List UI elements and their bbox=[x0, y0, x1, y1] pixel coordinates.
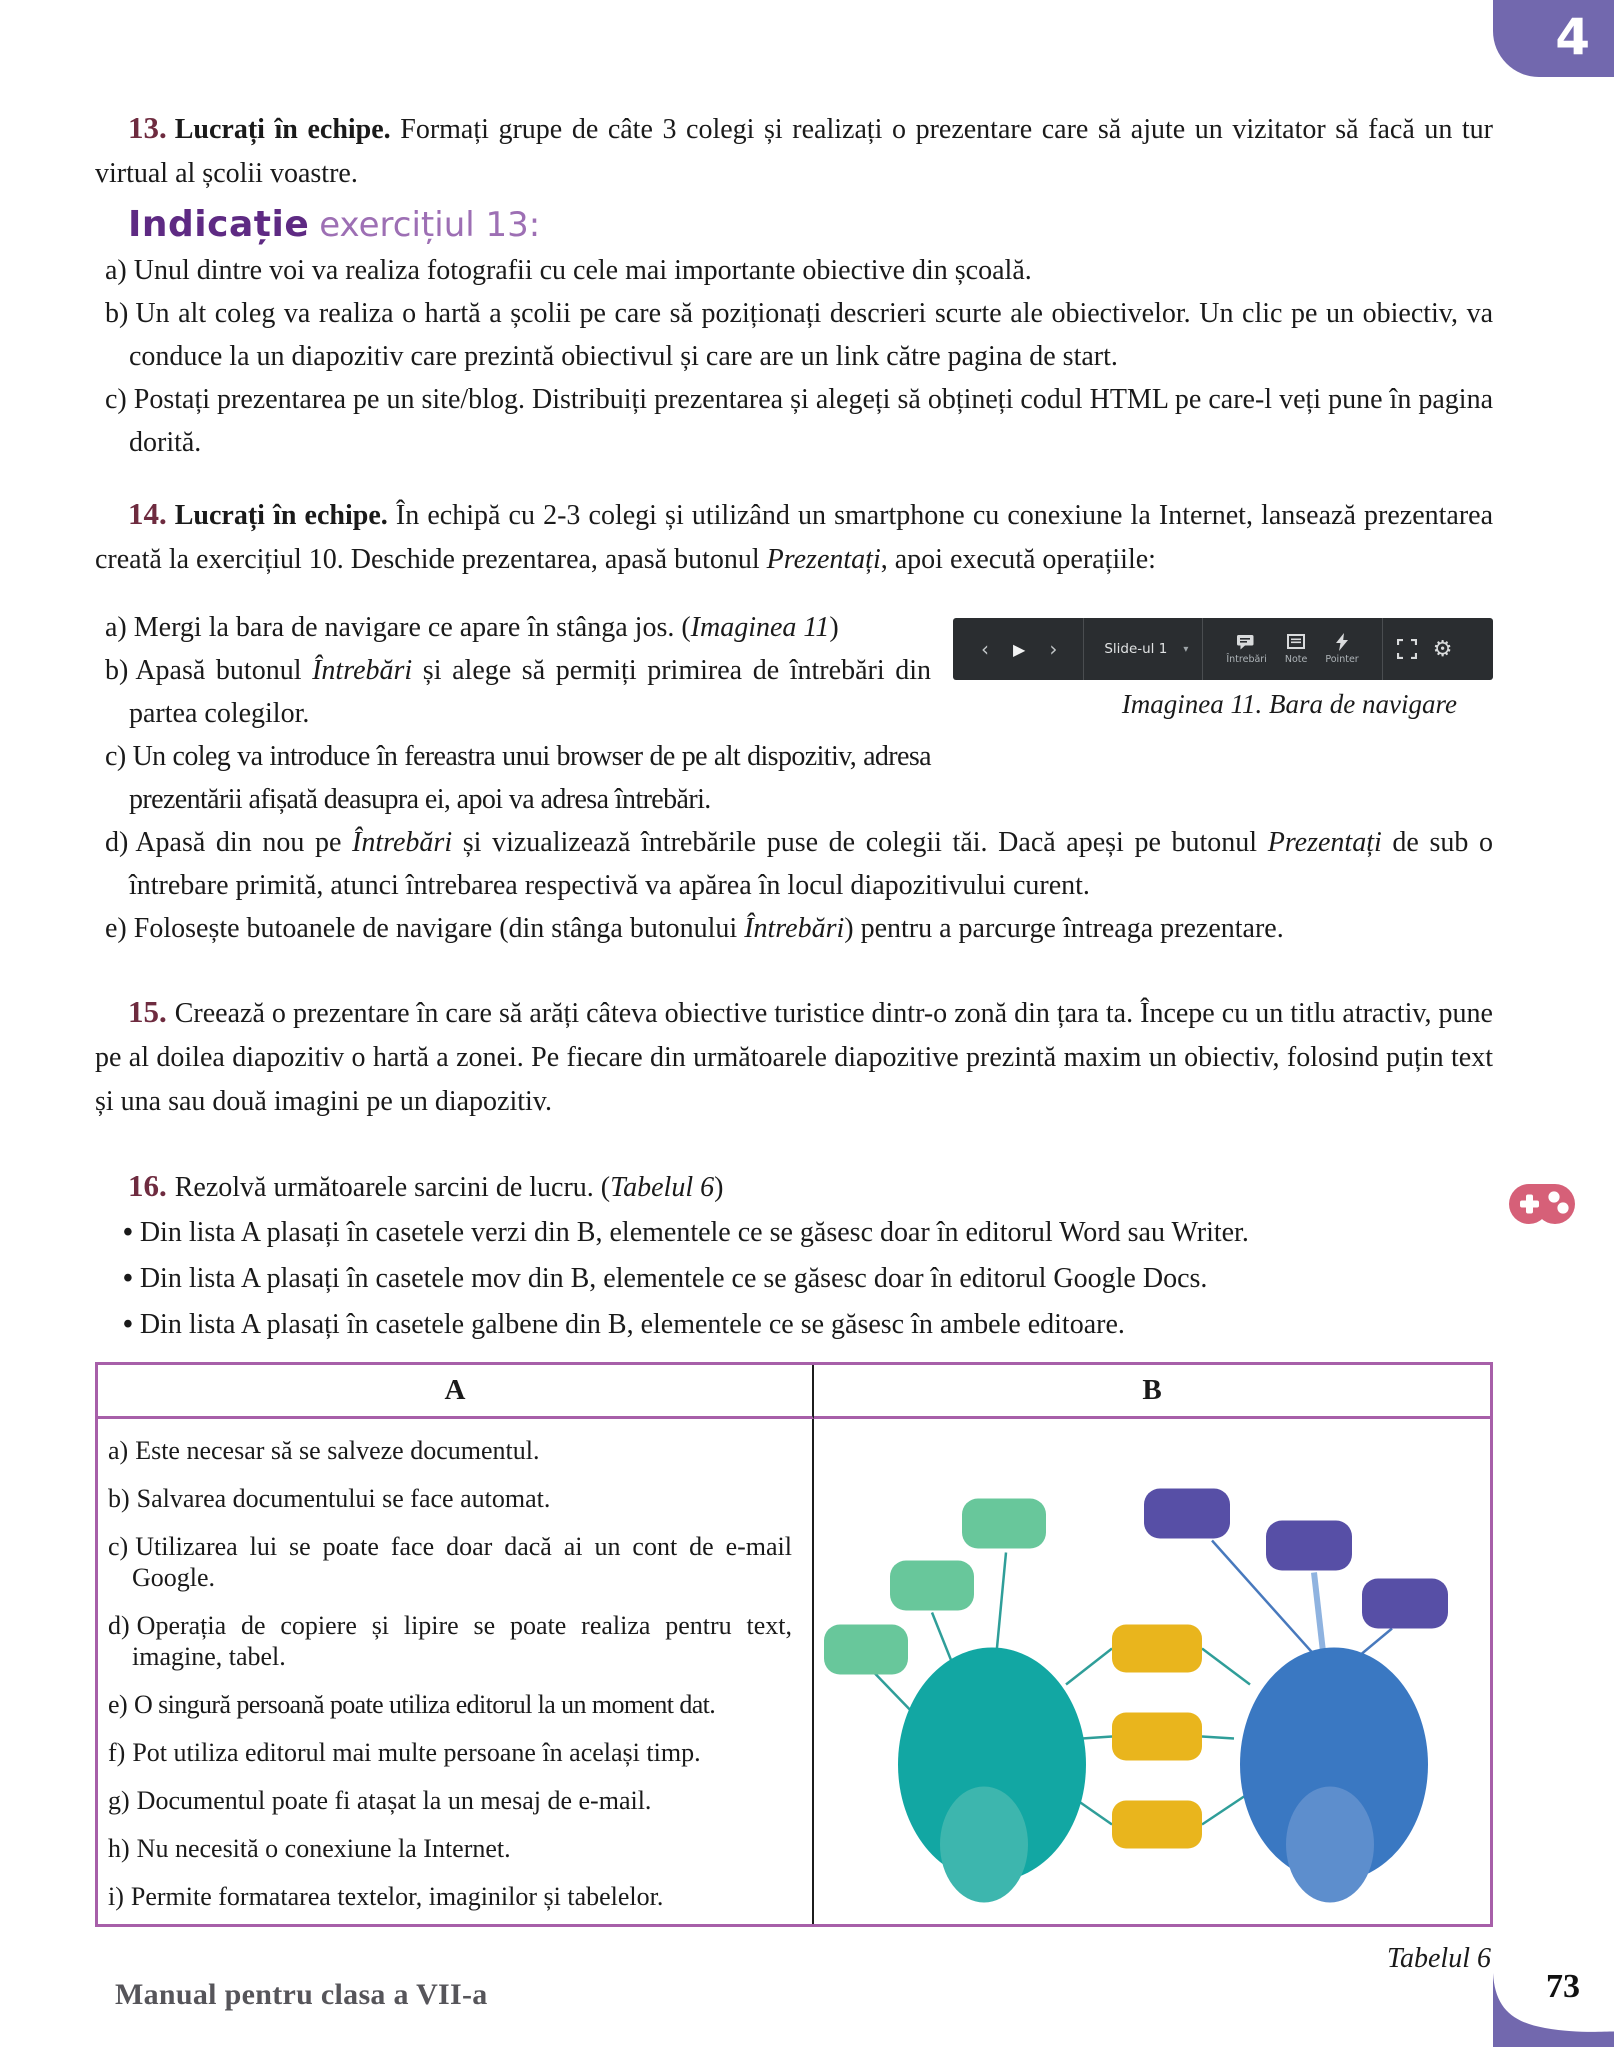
list-item: a) Unul dintre voi va realiza fotografii cu cele mai importante obiective din școală. bbox=[105, 255, 1032, 286]
previous-slide-icon: ‹ bbox=[981, 637, 989, 661]
table-row: e) O singură persoană poate utiliza editorul la un moment dat. bbox=[108, 1690, 716, 1719]
exercise-14-list bbox=[95, 606, 1493, 950]
table-header-a: A bbox=[98, 1365, 814, 1419]
table-row: h) Nu necesită o conexiune la Internet. bbox=[108, 1834, 511, 1863]
list-item: c) Un coleg va introduce în fereastra unui browser de pe alt dispozitiv, adresa prezentării afișată deasupra ei, apoi va adresa întrebări. bbox=[105, 741, 931, 815]
lightning-icon bbox=[1335, 633, 1349, 651]
chapter-tab bbox=[1493, 0, 1614, 77]
exercise-14-paragraph: 14. Lucrați în echipe. În echipă cu 2-3 colegi și utilizând un smartphone cu conexiune la Internet, lansează prezentarea creată la exercițiul 10. Deschide prezentarea, apasă butonul Prezentați, apoi execută operațiile: bbox=[95, 496, 1494, 575]
bullet-item: • Din lista A plasați în casetele galbene din B, elementele ce se găsesc în ambele editoare. bbox=[95, 1302, 1493, 1348]
slide-selector: Slide-ul 1 bbox=[1104, 641, 1168, 657]
blue-oval-highlight bbox=[1286, 1787, 1374, 1903]
table-column-a bbox=[98, 1419, 814, 1924]
exercise-14-lead: Lucrați în echipe. bbox=[174, 500, 388, 531]
list-item: e) Folosește butoanele de navigare (din stânga butonului Întrebări) pentru a parcurge întreaga prezentare. bbox=[105, 913, 1284, 944]
fullscreen-icon bbox=[1397, 639, 1417, 659]
pointer-button: Pointer bbox=[1325, 633, 1358, 665]
table-header-b: B bbox=[814, 1365, 1490, 1419]
table-row: i) Permite formatarea textelor, imaginilor și tabelelor. bbox=[108, 1882, 664, 1911]
next-slide-icon: › bbox=[1049, 637, 1058, 661]
play-icon: ▶ bbox=[1013, 639, 1026, 659]
hint-bold-label: Indicație bbox=[128, 204, 310, 245]
bullet-item: • Din lista A plasați în casetele verzi din B, elementele ce se găsesc doar în editorul Word sau Writer. bbox=[95, 1210, 1493, 1256]
list-item: b) Apasă butonul Întrebări și alege să permiți primirea de întrebări din partea colegilor. bbox=[105, 655, 931, 729]
purple-boxes bbox=[1144, 1489, 1448, 1629]
table-row: b) Salvarea documentului se face automat. bbox=[108, 1484, 551, 1513]
table-row: g) Documentul poate fi atașat la un mesaj de e-mail. bbox=[108, 1786, 652, 1815]
chapter-number: 4 bbox=[1555, 8, 1590, 66]
editors-comparison-diagram bbox=[814, 1419, 1490, 1924]
gamepad-icon bbox=[1508, 1182, 1576, 1231]
hint-heading bbox=[128, 204, 1493, 245]
exercise-16-heading: 16. Rezolvă următoarele sarcini de lucru. (Tabelul 6) bbox=[128, 1168, 724, 1203]
notes-button: Note bbox=[1285, 634, 1308, 665]
table-row: a) Este necesar să se salveze documentul. bbox=[108, 1436, 540, 1465]
exercise-15-number: 15. bbox=[128, 994, 167, 1029]
list-item: c) Postați prezentarea pe un site/blog. Distribuiți prezentarea și alegeți să obțineți codul HTML pe care-l veți pune în pagina dorită. bbox=[105, 384, 1493, 458]
table-column-b-diagram bbox=[814, 1419, 1490, 1924]
exercise-16-number: 16. bbox=[128, 1168, 167, 1203]
exercise-13-number: 13. bbox=[128, 110, 167, 145]
list-item: d) Apasă din nou pe Întrebări și vizualizează întrebările puse de colegii tăi. Dacă apeși pe butonul Prezentați de sub o întrebare primită, atunci întrebarea respectivă va apărea în locul diapozitivului curent. bbox=[105, 827, 1494, 901]
divider bbox=[1083, 618, 1084, 680]
gear-icon: ⚙ bbox=[1432, 636, 1453, 662]
footer-book-title: Manual pentru clasa a VII-a bbox=[115, 1978, 488, 2011]
exercise-15-paragraph bbox=[95, 990, 1493, 1124]
exercise-13-paragraph bbox=[95, 106, 1493, 196]
exercise-13-list bbox=[95, 249, 1493, 464]
teal-oval-highlight bbox=[940, 1787, 1028, 1903]
figure-caption: Imaginea 11. Bara de navigare bbox=[1121, 689, 1457, 719]
exercise-13-lead: Lucrați în echipe. bbox=[174, 114, 391, 145]
table-row: d) Operația de copiere și lipire se poate realiza pentru text, imagine, tabel. bbox=[108, 1611, 792, 1671]
bullet-item: • Din lista A plasați în casetele mov din B, elementele ce se găsesc doar în editorul Google Docs. bbox=[95, 1256, 1493, 1302]
green-boxes bbox=[824, 1499, 1046, 1675]
page-content bbox=[95, 0, 1493, 1975]
exercise-13-text: Formați grupe de câte 3 colegi și realizați o prezentare care să ajute un vizitator să facă un tur virtual al școlii voastre. bbox=[95, 114, 1494, 189]
qa-button: Întrebări bbox=[1226, 634, 1267, 665]
table-6 bbox=[95, 1362, 1493, 1927]
notes-icon bbox=[1287, 634, 1305, 651]
chevron-down-icon: ▾ bbox=[1183, 643, 1189, 655]
divider bbox=[1382, 618, 1383, 680]
exercise-15-text: Creează o prezentare în care să arăți câteva obiective turistice dintr-o zonă din țara ta. Începe cu un titlu atractiv, pune pe al doilea diapozitiv o hartă a zonei. Pe fiecare din următoarele diapozitive prezintă maxim un obiectiv, folosind puțin text și una sau două imagini pe un diapozitiv. bbox=[95, 998, 1493, 1117]
exercise-14-number: 14. bbox=[128, 496, 167, 531]
list-item: a) Mergi la bara de navigare ce apare în stânga jos. (Imaginea 11) bbox=[105, 612, 839, 643]
divider bbox=[1202, 618, 1203, 680]
chat-bubble-icon bbox=[1237, 634, 1256, 651]
table-6-wrapper bbox=[95, 1362, 1493, 1975]
table-caption: Tabelul 6 bbox=[1387, 1943, 1491, 1974]
hint-rest-label: exercițiul 13: bbox=[319, 205, 541, 245]
table-row: f) Pot utiliza editorul mai multe persoane în același timp. bbox=[108, 1738, 701, 1767]
slides-navigation-bar bbox=[953, 618, 1493, 680]
corner-decoration bbox=[1493, 1973, 1614, 2047]
yellow-boxes bbox=[1112, 1625, 1202, 1849]
thick-connector-line bbox=[1314, 1573, 1324, 1661]
figure-imaginea-11 bbox=[953, 618, 1493, 720]
list-item: b) Un alt coleg va realiza o hartă a școlii pe care să poziționați descrieri scurte ale obiectivelor. Un clic pe un obiectiv, va conduce la un diapozitiv care prezintă obiectivul și care are un link către pagina de start. bbox=[105, 298, 1493, 372]
page-number: 73 bbox=[1546, 1968, 1580, 2005]
table-row: c) Utilizarea lui se poate face doar dacă ai un cont de e-mail Google. bbox=[108, 1532, 792, 1592]
